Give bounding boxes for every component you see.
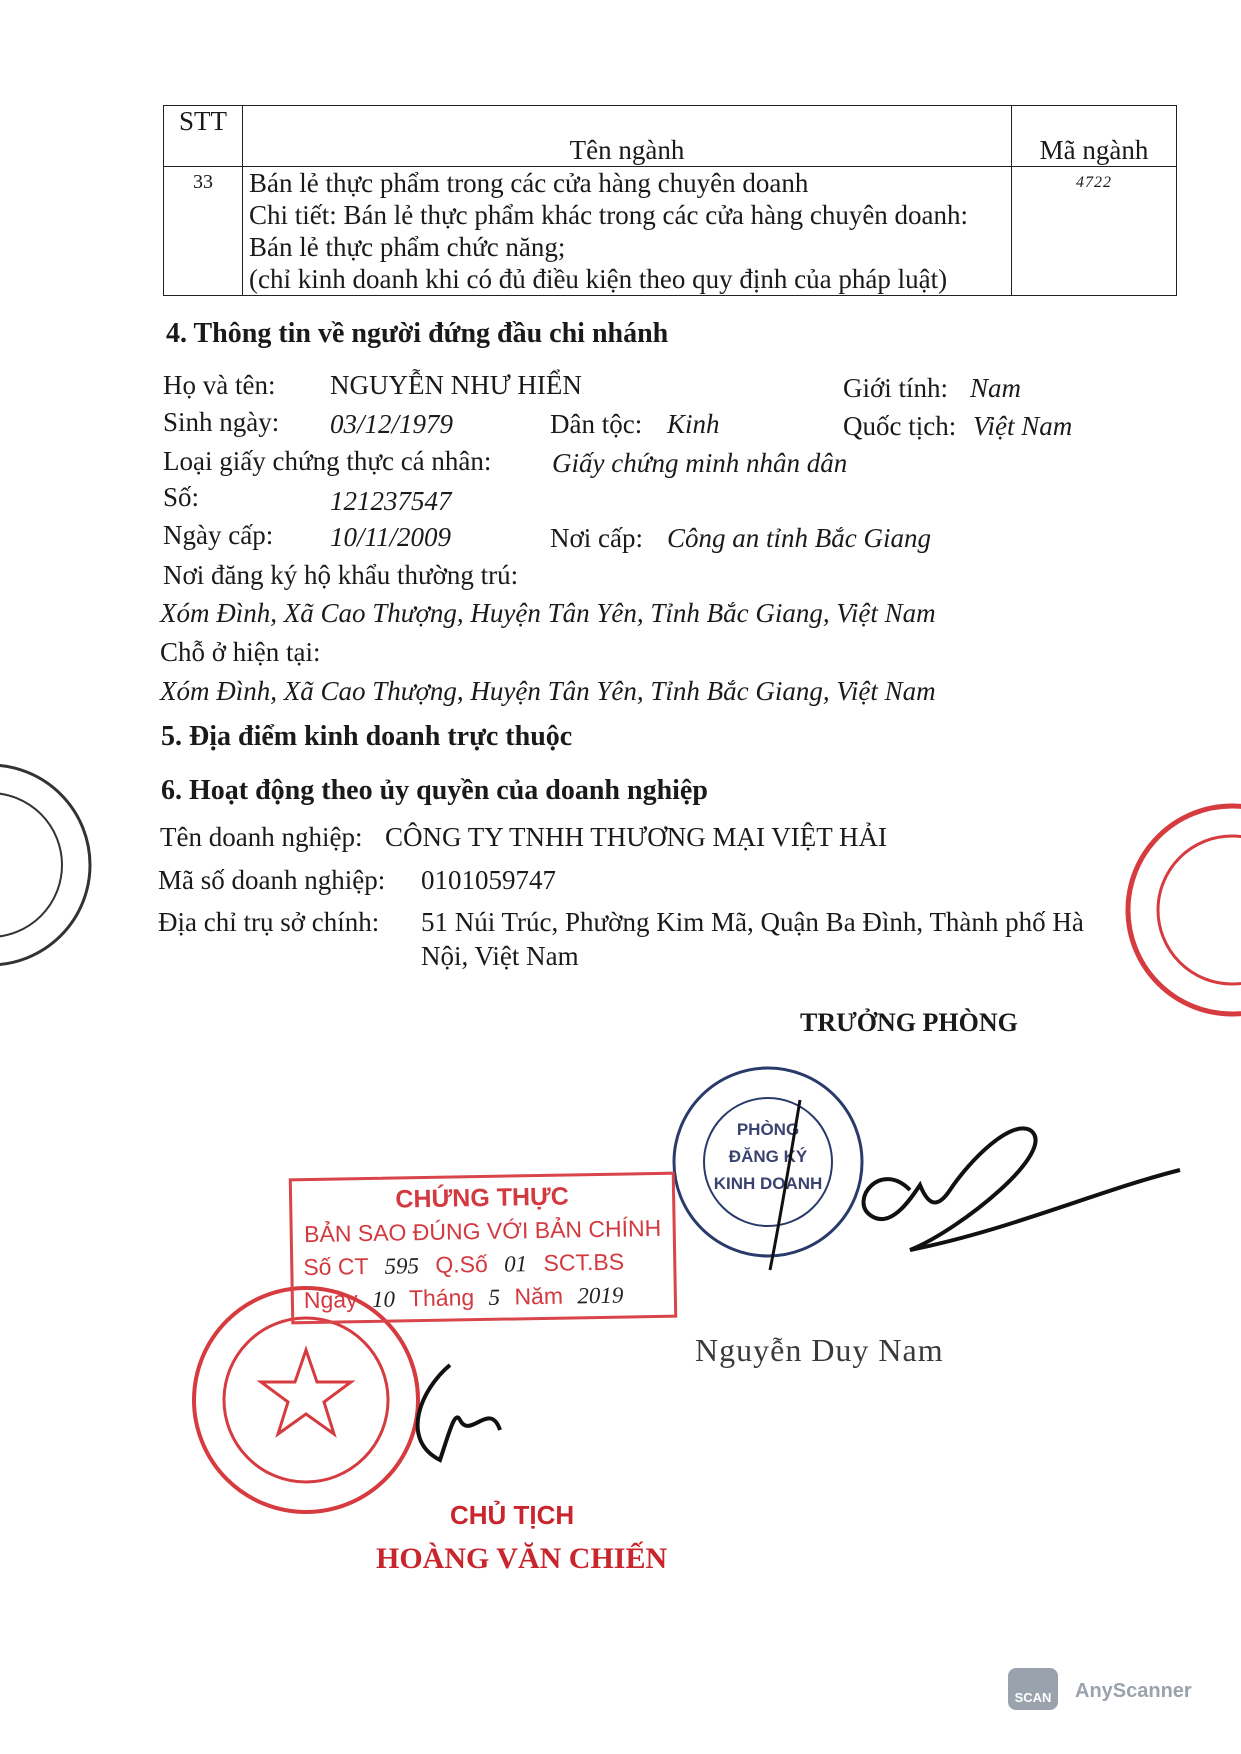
issue-place-label: Nơi cấp: <box>550 523 643 553</box>
nationality-value: Việt Nam <box>973 411 1073 441</box>
signer-title: TRƯỞNG PHÒNG <box>800 1008 1018 1037</box>
signer-name: Nguyễn Duy Nam <box>695 1332 944 1368</box>
residence-value: Xóm Đình, Xã Cao Thượng, Huyện Tân Yên, Tỉnh Bắc Giang, Việt Nam <box>160 598 936 628</box>
row-line: Bán lẻ thực phẩm trong các cửa hàng chuyên doanh <box>249 168 809 198</box>
nationality-label: Quốc tịch: <box>843 411 957 441</box>
row-description <box>243 167 1012 296</box>
row-line: (chỉ kinh doanh khi có đủ điều kiện theo quy định của pháp luật) <box>249 264 948 294</box>
address-label: Địa chỉ trụ sở chính: <box>158 907 380 937</box>
right-margin-seal-icon <box>1112 800 1241 1020</box>
row-line: Chi tiết: Bán lẻ thực phẩm khác trong các cửa hàng chuyên doanh: <box>249 200 969 230</box>
left-margin-seal-icon <box>0 760 96 970</box>
chairman-name: HOÀNG VĂN CHIẾN <box>376 1542 668 1575</box>
table-row <box>164 167 1177 296</box>
current-address-value: Xóm Đình, Xã Cao Thượng, Huyện Tân Yên, Tỉnh Bắc Giang, Việt Nam <box>160 676 936 706</box>
ethnicity-value: Kinh <box>667 409 720 439</box>
address-line1: 51 Núi Trúc, Phường Kim Mã, Quận Ba Đình, Thành phố Hà <box>421 907 1084 937</box>
company-label: Tên doanh nghiệp: <box>160 822 363 852</box>
current-address-label: Chỗ ở hiện tại: <box>160 637 321 667</box>
dob-value: 03/12/1979 <box>330 409 454 439</box>
scanner-brand: AnyScanner <box>1075 1680 1192 1702</box>
id-type-value: Giấy chứng minh nhân dân <box>552 448 848 478</box>
issue-date-value: 10/11/2009 <box>330 522 451 552</box>
cert-line2: BẢN SAO ĐÚNG VỚI BẢN CHÍNH <box>303 1214 662 1248</box>
cert-line4: Ngày 10 Tháng 5 Năm 2019 <box>303 1282 624 1314</box>
seal-line: ĐĂNG KÝ <box>728 1147 808 1166</box>
seal-line: PHÒNG <box>736 1120 800 1139</box>
row-line: Bán lẻ thực phẩm chức năng; <box>249 232 566 262</box>
section5-title: 5. Địa điểm kinh doanh trực thuộc <box>161 721 573 752</box>
header-code: Mã ngành <box>1012 106 1177 167</box>
residence-label: Nơi đăng ký hộ khẩu thường trú: <box>163 560 519 590</box>
industry-table <box>163 105 1177 296</box>
id-no-label: Số: <box>163 482 200 512</box>
row-code: 4722 <box>1012 167 1177 296</box>
issue-place-value: Công an tỉnh Bắc Giang <box>667 523 931 553</box>
seal-line: KINH DOANH <box>713 1174 823 1193</box>
scanner-badge-icon: SCAN <box>1008 1668 1058 1710</box>
signature-scribble-icon <box>760 1080 1220 1280</box>
chairman-role: CHỦ TỊCH <box>450 1500 575 1530</box>
chairman-signature-icon <box>380 1360 560 1470</box>
issue-date-label: Ngày cấp: <box>163 520 274 550</box>
section4-title: 4. Thông tin về người đứng đầu chi nhánh <box>166 318 669 349</box>
gender-value: Nam <box>970 373 1022 403</box>
address-line2: Nội, Việt Nam <box>421 941 579 971</box>
company-value: CÔNG TY TNHH THƯƠNG MẠI VIỆT HẢI <box>385 822 887 852</box>
header-stt: STT <box>164 106 243 167</box>
cert-line1: CHỨNG THỰC <box>395 1182 570 1214</box>
name-label: Họ và tên: <box>163 370 276 400</box>
gender-label: Giới tính: <box>843 373 949 403</box>
header-name: Tên ngành <box>243 106 1012 167</box>
ethnicity-label: Dân tộc: <box>550 409 643 439</box>
company-code-value: 0101059747 <box>421 865 556 895</box>
section6-title: 6. Hoạt động theo ủy quyền của doanh nghiệp <box>161 775 708 806</box>
id-no-value: 121237547 <box>330 486 452 516</box>
certification-stamp <box>289 1172 677 1325</box>
dob-label: Sinh ngày: <box>163 407 280 437</box>
name-value: NGUYỄN NHƯ HIỂN <box>330 370 582 400</box>
company-code-label: Mã số doanh nghiệp: <box>158 865 386 895</box>
id-type-label: Loại giấy chứng thực cá nhân: <box>163 446 492 476</box>
row-stt: 33 <box>164 167 243 296</box>
cert-line3: Số CT 595 Q.Số 01 SCT.BS <box>303 1248 625 1281</box>
table-header-row <box>164 106 1177 167</box>
